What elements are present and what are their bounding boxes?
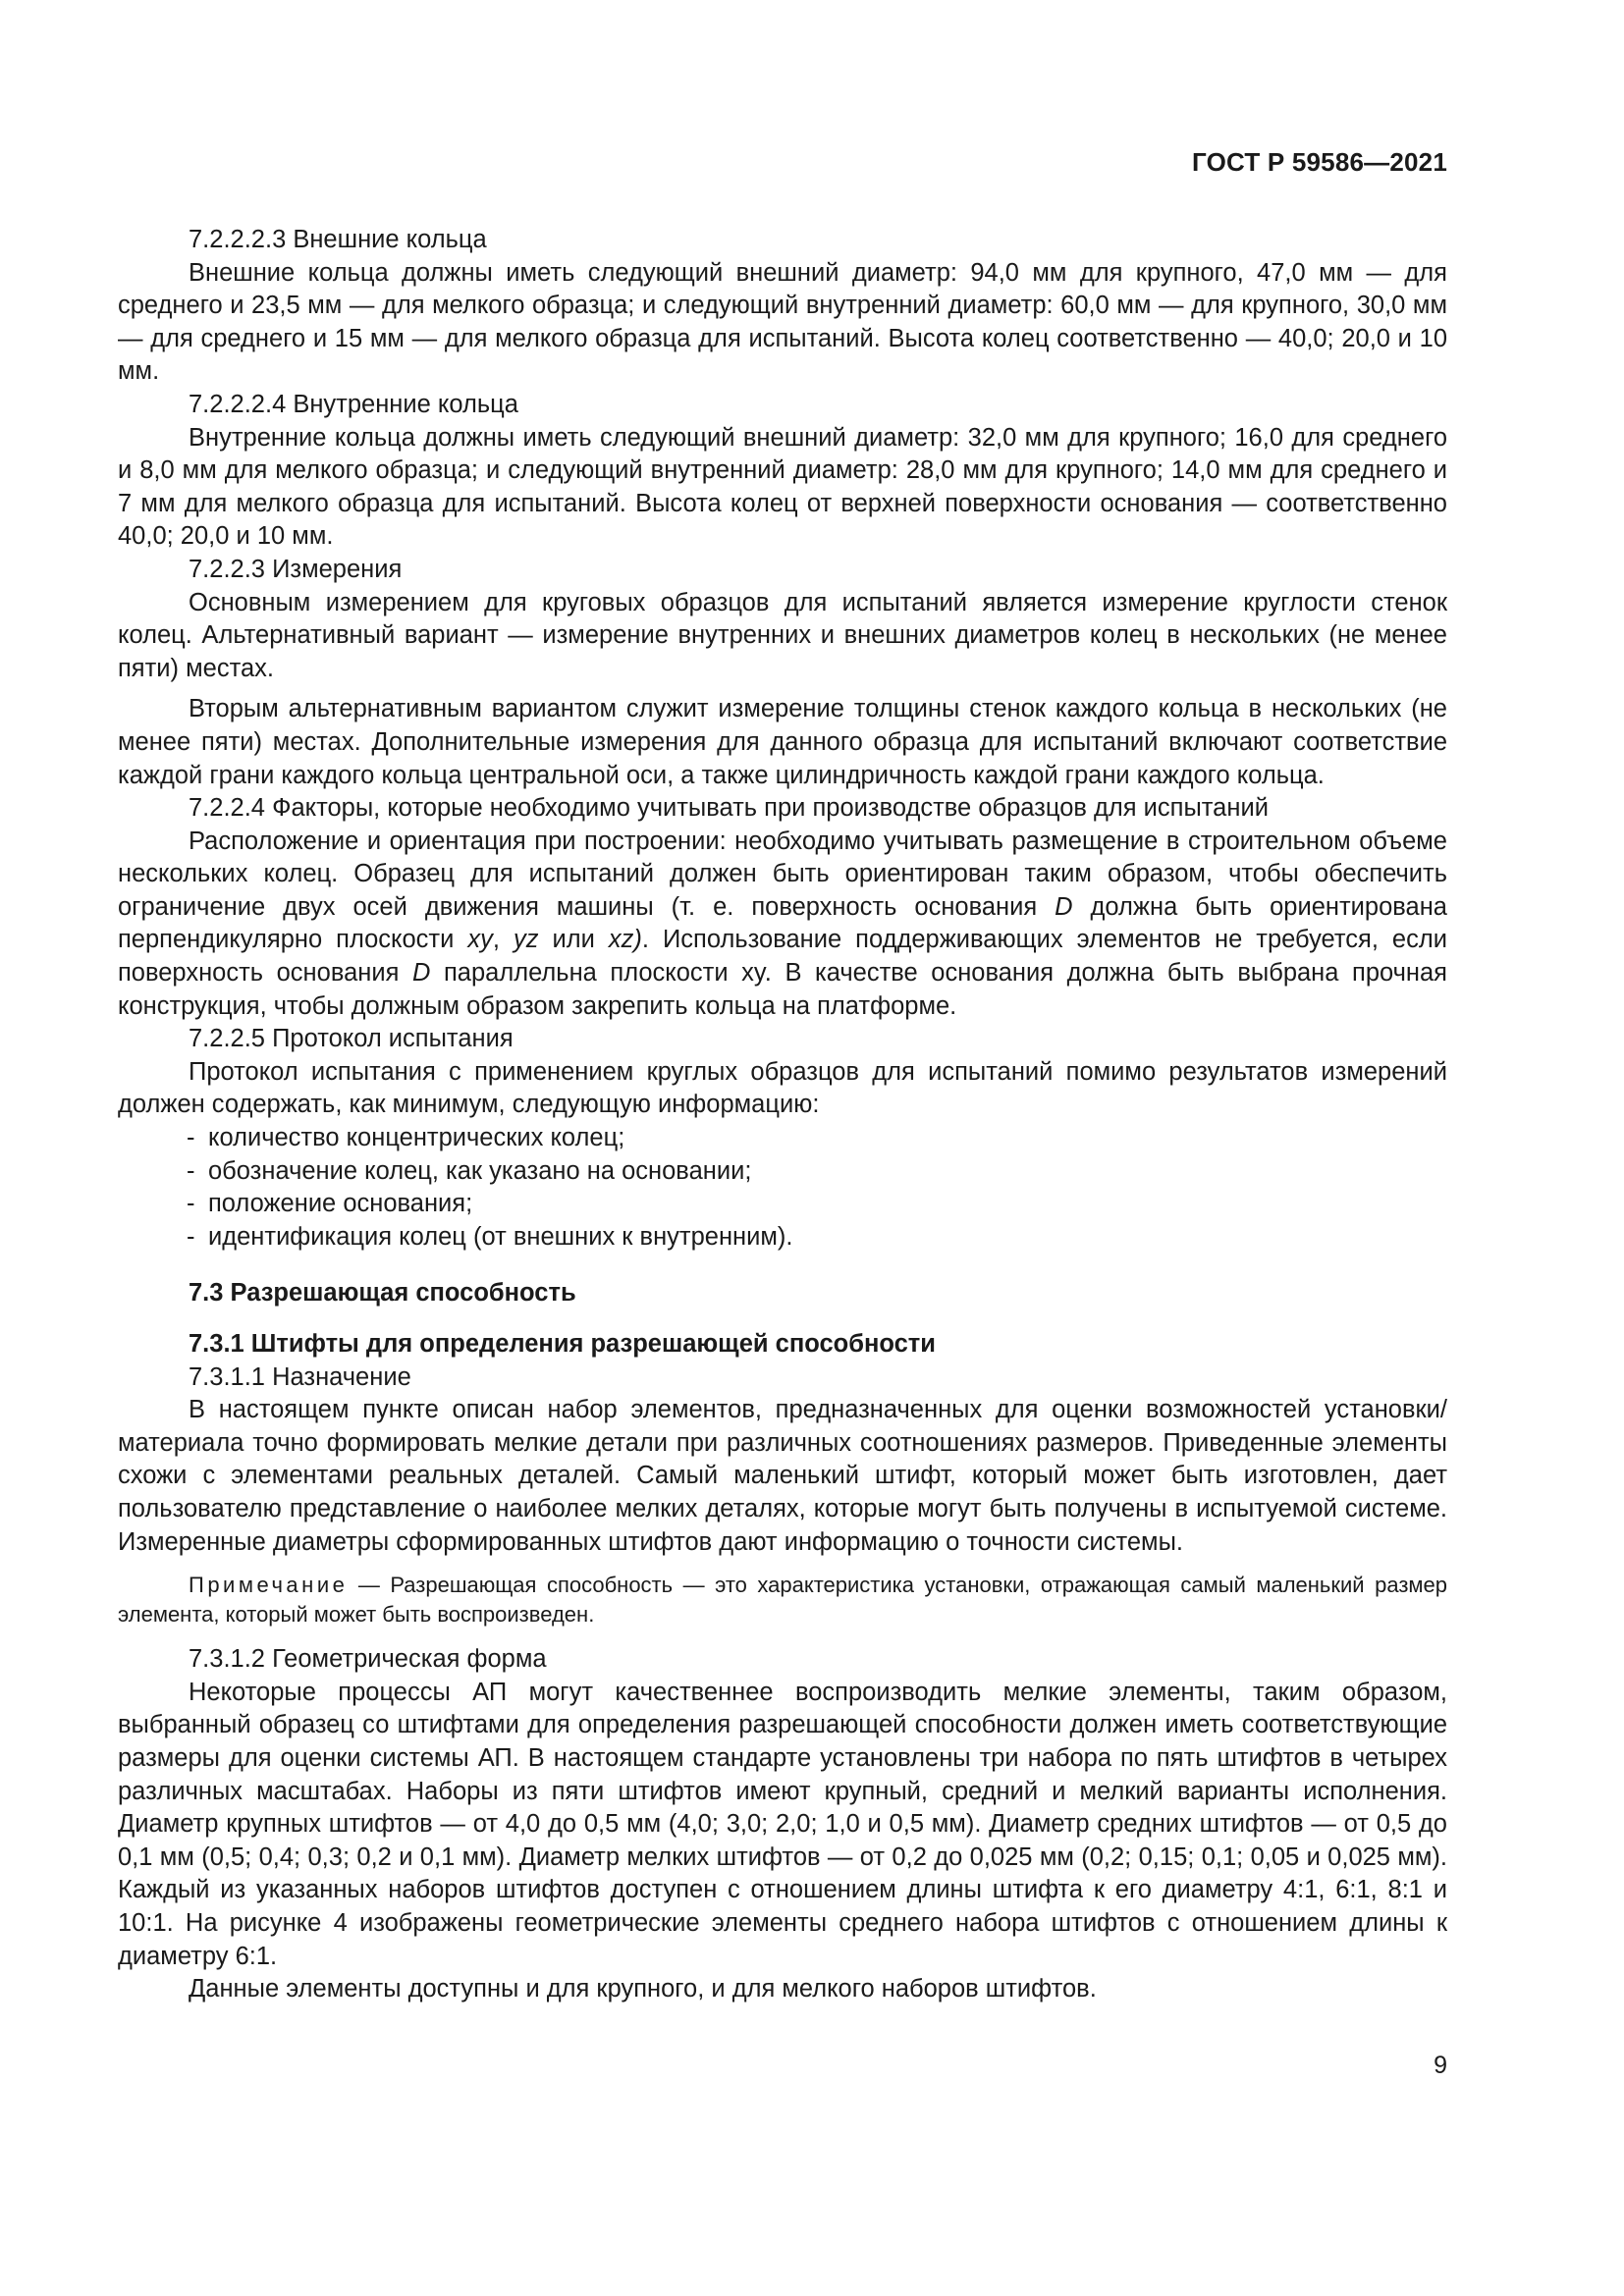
- clause-title: 7.2.2.5 Протокол испытания: [189, 1025, 514, 1053]
- report-items-list: [118, 1122, 1447, 1254]
- clause-title: 7.3.1.1 Назначение: [189, 1362, 411, 1391]
- clause-text: Протокол испытания с применением круглых образцов для испытаний помимо результатов измерений должен содержать, как минимум, следующую информацию:: [118, 1057, 1447, 1119]
- clause-title: 7.2.2.3 Измерения: [189, 555, 403, 583]
- list-item: - количество концентрических колец;: [187, 1124, 625, 1152]
- clause-text: Данные элементы доступны и для крупного, и для мелкого наборов штифтов.: [189, 1975, 1097, 2003]
- clause-text: Внутренние кольца должны иметь следующий внешний диаметр: 32,0 мм для крупного; 16,0 для среднего и 8,0 мм для мелкого образца; и следующий внутренний диаметр: 28,0 мм для крупного; 14,0 мм для среднего и 7 мм для мелкого образца для испытаний. Высота колец от верхней поверхности основания — соответственно 40,0; 20,0 и 10 мм.: [118, 423, 1447, 551]
- page-number: 9: [1434, 2052, 1447, 2079]
- note: Примечание — Разрешающая способность — это характеристика установки, отражающая самый маленький размер элемента, который может быть воспроизведен.: [118, 1573, 1447, 1628]
- document-header: ГОСТ Р 59586—2021: [1192, 147, 1447, 177]
- clause-text: Внешние кольца должны иметь следующий внешний диаметр: 94,0 мм для крупного, 47,0 мм — для среднего и 23,5 мм — для мелкого образца; и следующий внутренний диаметр: 60,0 мм — для крупного, 30,0 мм — для среднего и 15 мм — для мелкого образца для испытаний. Высота колец соответственно — 40,0; 20,0 и 10 мм.: [118, 258, 1447, 386]
- clause-text: Основным измерением для круговых образцов для испытаний является измерение круглости стенок колец. Альтернативный вариант — измерение внутренних и внешних диаметров колец в нескольких (не менее пяти) местах.: [118, 588, 1447, 682]
- document-body: [118, 224, 1447, 2006]
- clause-title: 7.2.2.4 Факторы, которые необходимо учитывать при производстве образцов для испытаний: [189, 794, 1269, 823]
- clause-text: В настоящем пункте описан набор элементов, предназначенных для оценки возможностей установки/материала точно формировать мелкие детали при различных соотношениях размеров. Приведенные элементы схожи с элементами реальных деталей. Самый маленький штифт, который может быть изготовлен, дает пользователю представление о наиболее мелких деталях, которые могут быть получены в испытуемой системе. Измеренные диаметры сформированных штифтов дают информацию о точности системы.: [118, 1396, 1447, 1556]
- clause-title: 7.2.2.2.3 Внешние кольца: [189, 226, 487, 253]
- clause-text: Расположение и ориентация при построении: необходимо учитывать размещение в строительном объеме нескольких колец. Образец для испытаний должен быть ориентирован таким образом, чтобы обеспечить ограничение двух осей движения машины (т. е. поверхность основания D должна быть ориентирована перпендикулярно плоскости xy, yz или xz). Использование поддерживающих элементов не требуется, если поверхность основания D параллельна плоскости xy. В качестве основания должна быть выбрана прочная конструкция, чтобы должным образом закрепить кольца на платформе.: [118, 827, 1447, 1020]
- subsection-heading: 7.3.1 Штифты для определения разрешающей способности: [189, 1330, 936, 1358]
- section-heading: 7.3 Разрешающая способность: [189, 1279, 576, 1308]
- clause-title: 7.3.1.2 Геометрическая форма: [189, 1645, 547, 1674]
- list-item: - обозначение колец, как указано на основании;: [187, 1156, 752, 1185]
- clause-text: Вторым альтернативным вариантом служит измерение толщины стенок каждого кольца в нескольких (не менее пяти) местах. Дополнительные измерения для данного образца для испытаний включают соответствие каждой грани каждого кольца центральной оси, а также цилиндричность каждой грани каждого кольца.: [118, 695, 1447, 789]
- clause-text: Некоторые процессы АП могут качественнее воспроизводить мелкие элементы, таким образом, выбранный образец со штифтами для определения разрешающей способности должен иметь соответствующие размеры для оценки системы АП. В настоящем стандарте установлены три набора по пять штифтов в четырех различных масштабах. Наборы из пяти штифтов имеют крупный, средний и мелкий варианты исполнения. Диаметр крупных штифтов — от 4,0 до 0,5 мм (4,0; 3,0; 2,0; 1,0 и 0,5 мм). Диаметр средних штифтов — от 0,5 до 0,1 мм (0,5; 0,4; 0,3; 0,2 и 0,1 мм). Диаметр мелких штифтов — от 0,2 до 0,025 мм (0,2; 0,15; 0,1; 0,05 и 0,025 мм). Каждый из указанных наборов штифтов доступен с отношением длины штифта к его диаметру 4:1, 6:1, 8:1 и 10:1. На рисунке 4 изображены геометрические элементы среднего набора штифтов с отношением длины к диаметру 6:1.: [118, 1678, 1447, 1970]
- clause-title: 7.2.2.2.4 Внутренние кольца: [189, 390, 518, 418]
- note-label: Примечание: [189, 1573, 349, 1598]
- list-item: - идентификация колец (от внешних к внутренним).: [187, 1222, 793, 1251]
- list-item: - положение основания;: [187, 1190, 473, 1218]
